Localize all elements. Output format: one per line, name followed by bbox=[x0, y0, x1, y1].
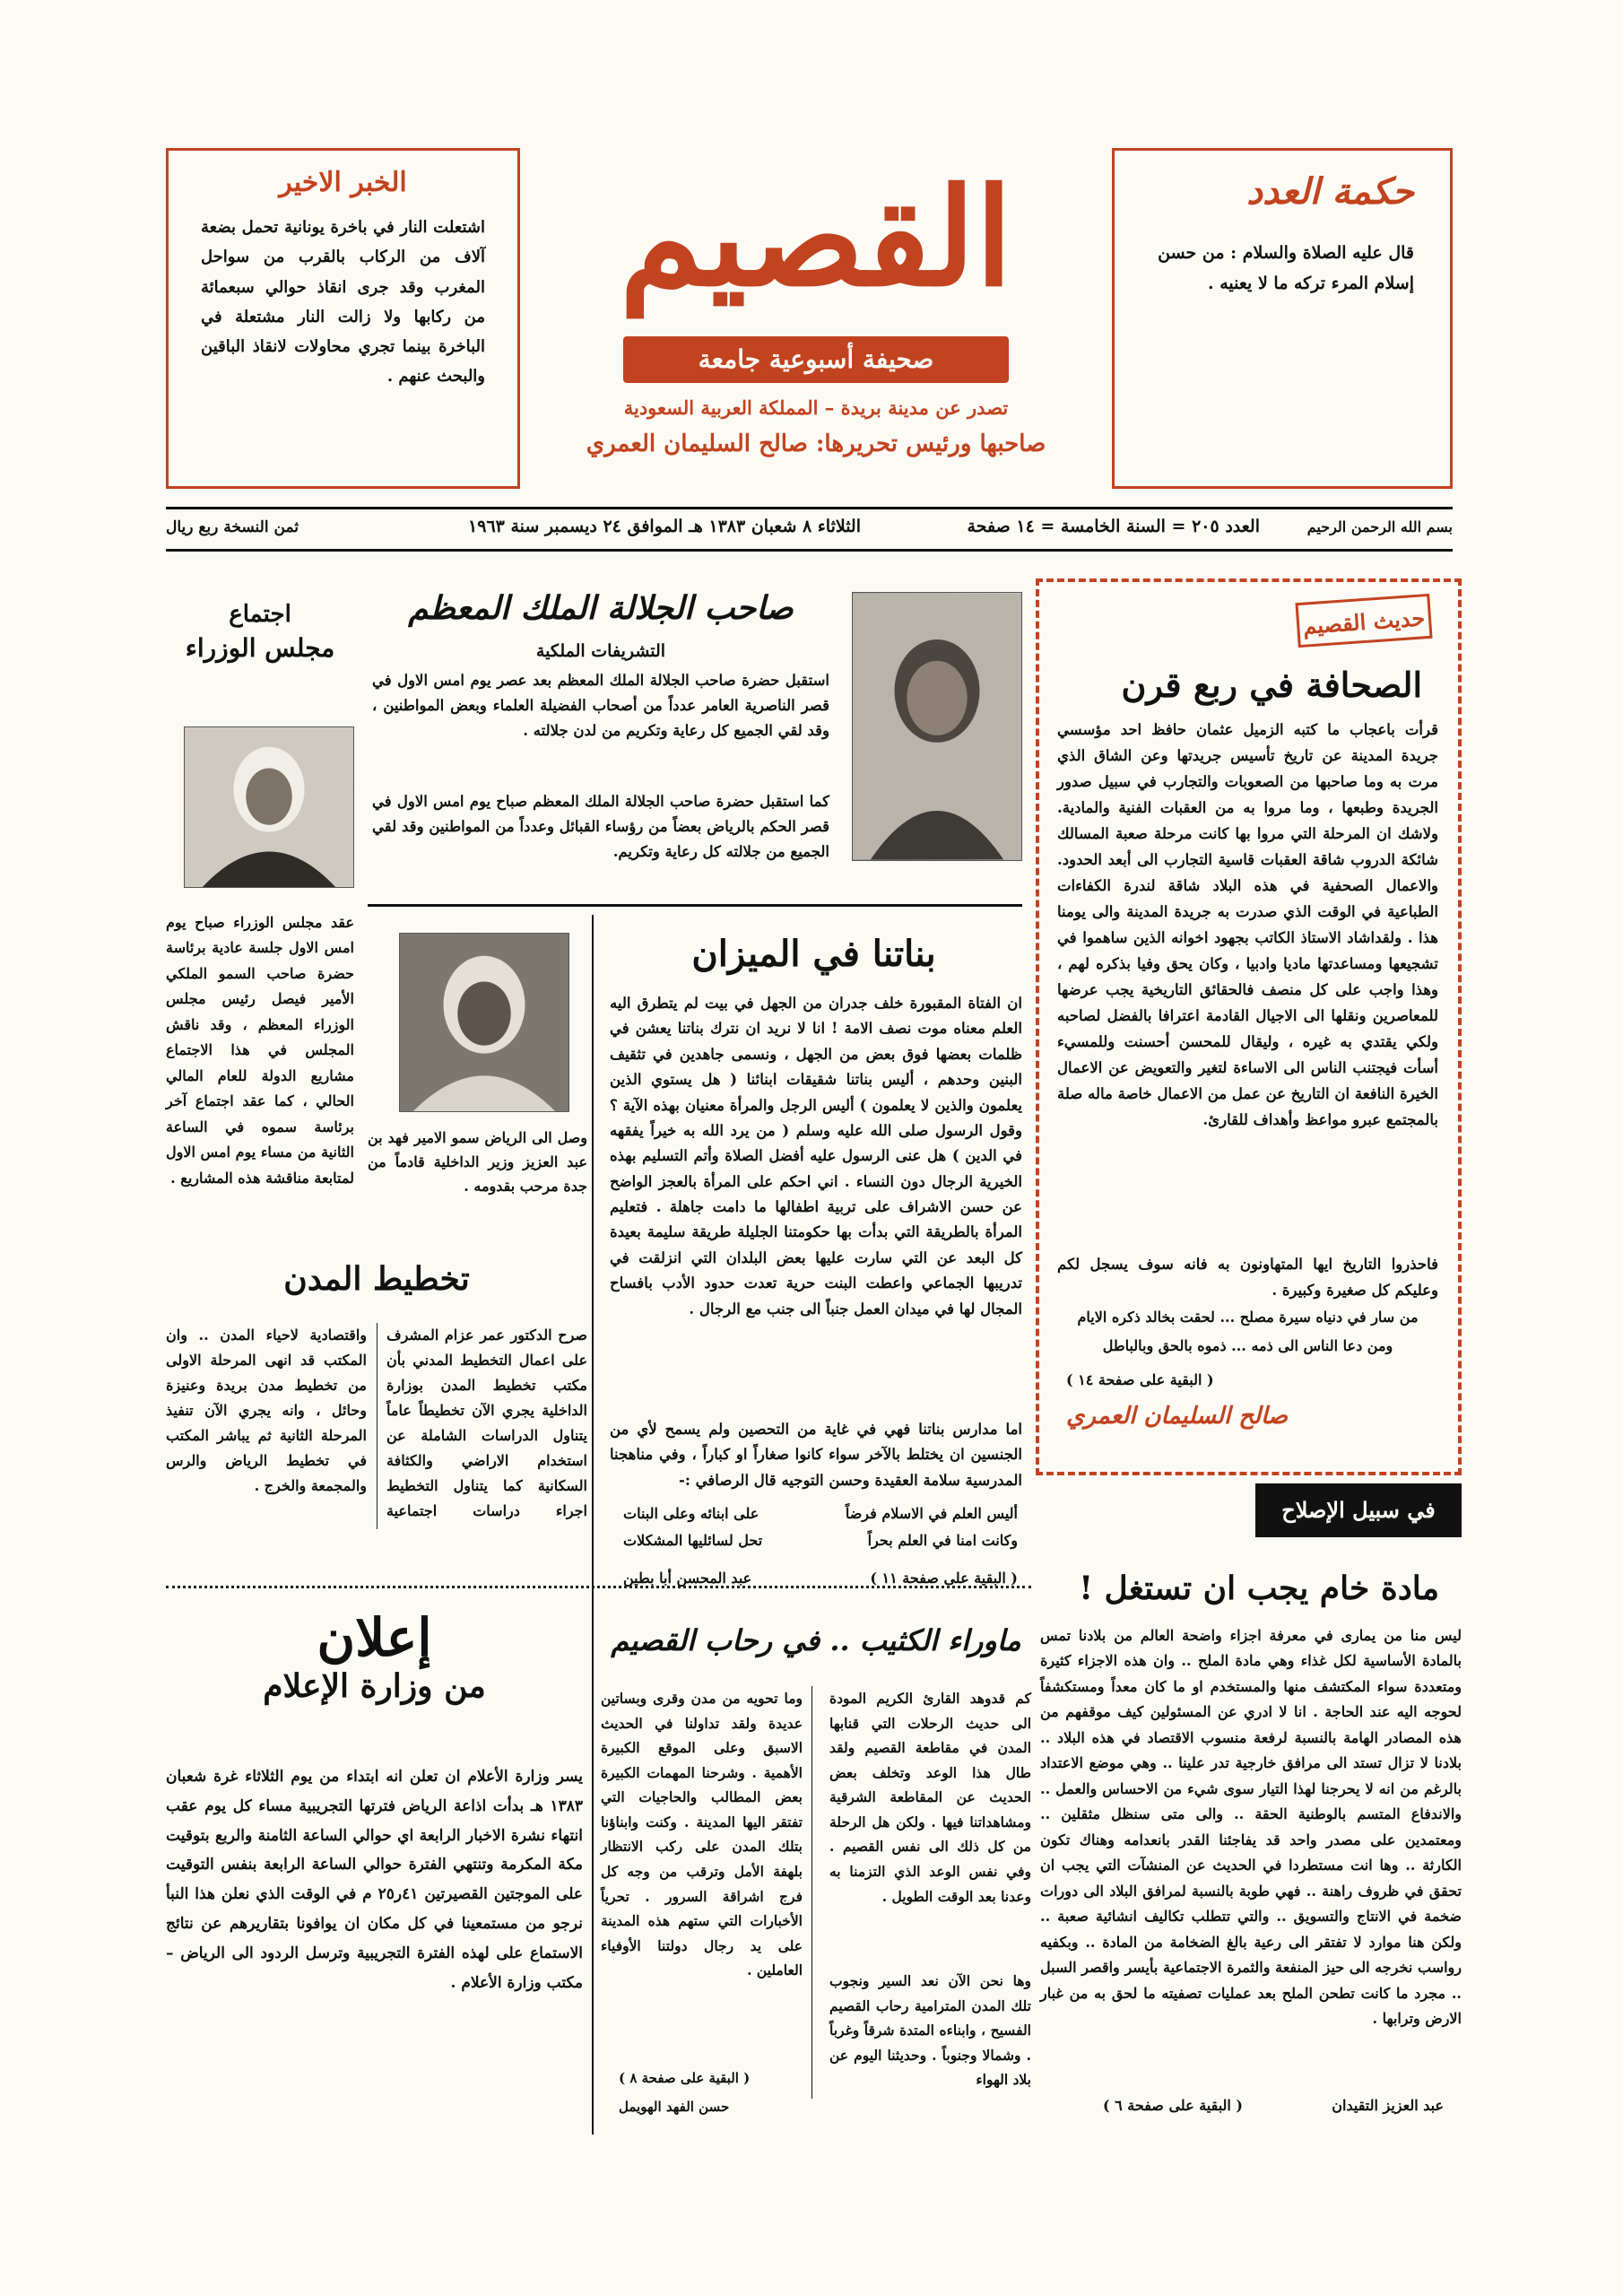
prince-fahd-photo bbox=[399, 933, 569, 1112]
cabinet-title1: اجتماع bbox=[229, 601, 291, 628]
king-p2: كما استقبل حضرة صاحب الجلالة الملك المعظم صباح يوم امس الاول في قصر الحكم بالرياض بعضاً من رؤساء القبائل وعدداً من المواطنين وقد لقي الجميع من جلالته كل رعاية وتكريم. bbox=[372, 793, 830, 861]
daughters-title: بناتنا في الميزان bbox=[691, 933, 936, 975]
latest-news-box bbox=[166, 148, 520, 489]
latest-news-text: اشتعلت النار في باخرة يونانية تحمل بضعة آلاف من الركاب بالقرب من سواحل المغرب وقد جرى انقاذ حوالي سبعمائة من ركابها ولا زالت النار مشتعلة في الباخرة بينما تجري محاولات لانقاذ الباقين والبحث عنهم . bbox=[201, 218, 485, 387]
islah-body: ليس منا من يمارى في معرفة اجزاء واضحة العالم من بلادنا تمس بالمادة الأساسية لكل غذاء وهي مادة الملح .. وان هذه الاجزاء كثيرة ومتعددة سواء المكتشف منها والمستخدم او ما كان معداً ومستكشفاً لحوجه اليه عند الحاجة . انا لا ادري عن المسئولين كيف موقفهم من هذه المصادر الهامة بالنسبة لرفعة منسوب الاقتصاد في هذه البلاد .. بلادنا لا تزال تستد الى مرافق خارجية تدر علينا .. وهي موضع الاعتداد بالرغم من انه لا يحرجنا لهذا التيار سوى شيء من الاحساس والعمل .. والاندفاع المتسم بالوطنية الحقة .. والى متى سنظل مثقلين .. ومعتمدين على مصدر واحد قد يفاجئنا القدر بانعدامه وهناك تكون الكارثة .. وها انت مستطردا في الحديث عن المنشآت التي يجب ان تحقق في ظروف راهنة .. فهي طوبة بالنسبة لمرافق البلاد الى دورات ضخمة في الانتاج والتسويق .. والتي تتطلب تكاليف انشائية صعبة .. ولكن هنا موارد لا تفتقر الى رعية بالغ الضخامة من المادة .. وبكفيه رواسب نخرجه الى حيز المنفعة والثمرة الاجتماعية بأيسر واقصر السبل .. مجرد ما كانت تطحن الملح بعد عمليات تصفيته ما لحق به من غبار الارض وترابها . bbox=[1040, 1627, 1462, 2028]
king-section bbox=[368, 578, 1022, 901]
kathib-signature: حسن الفهد الهويمل bbox=[619, 2099, 730, 2115]
islah-title: مادة خام يجب ان تستغل ! bbox=[1079, 1570, 1439, 1607]
portrait-icon bbox=[853, 593, 1021, 860]
cabinet-section bbox=[166, 578, 354, 1269]
ad-side-rule bbox=[592, 1605, 594, 2135]
hadith-label: حديث القصيم bbox=[1295, 594, 1432, 648]
masthead-subtitle: صحيفة أسبوعية جامعة bbox=[698, 344, 934, 374]
prince-faisal-photo bbox=[184, 726, 354, 888]
daughters-verse2b: تحل لسائليها المشكلات bbox=[623, 1532, 763, 1549]
hadith-continued: ( البقية على صفحة ١٤ ) bbox=[1066, 1371, 1214, 1388]
king-photo bbox=[852, 592, 1022, 861]
wisdom-title: حكمة العدد bbox=[1246, 170, 1414, 213]
issue-info: العدد ٢٠٥ = السنة الخامسة = ١٤ صفحة bbox=[967, 517, 1260, 536]
planning-body: صرح الدكتور عمر عزام المشرف على اعمال التخطيط المدني بأن مكتب تخطيط المدن بوزارة الداخلية يجري الآن تخطيطاً عاماً يتناول الدراسات الشاملة عن استخدام الاراضي والكثافة السكانية كما يتناول التخطيط اجراء دراسات اجتماعية واقتصادية لاحياء المدن .. وان المكتب قد انهى المرحلة الاولى من تخطيط مدن بريدة وعنيزة وحائل ، وانه يجري الآن تنفيذ المرحلة الثانية ثم يباشر المكتب في تخطيط الرياض والرس والمجمعة والخرج . bbox=[166, 1326, 587, 1519]
hadith-verse1: من سار في دنياه سيرة مصلح ... لحقت بخالد ذكره الايام bbox=[1077, 1309, 1419, 1326]
dateline-top-rule bbox=[166, 507, 1453, 509]
daughters-side-rule bbox=[592, 915, 594, 1605]
daughters-body: ان الفتاة المقبورة خلف جدران من الجهل في بيت لم يتطرق اليه العلم معناه موت نصف الامة ! انا لا نريد ان نترك بناتنا يعشن في ظلمات بعضها فوق بعض من الجهل ، ونسمى جاهدين في تثقيف البنين وحدهم ، أليس بناتنا شقيقات ابنائنا ( هل يستوي الذين يعلمون والذين لا يعلمون ) أليس الرجل والمرأة معنيان بهذه الآية ؟ وقول الرسول صلى الله عليه وسلم ( من يرد الله به خيراً يفقهه في الدين ) هل عنى الرسول عليه أفضل الصلاة وأتم التسليم بهذه الخيرية الرجال دون النساء . اني احكم على المرأة بالعجز الواضح عن حسن الاشراف على تربية اطفالها ما دامت جاهلة . فتعليم المرأة بالطريقة التي بدأت بها حكومتنا الجليلة طريقة سليمة بعيدة كل البعد عن التي سارت عليها بعض البلدان التي انزلقت في تدريبها الجماعي واعطت البنت حرية تعدت حدود الأدب بافساح المجال لها في ميدان العمل جنباً الى جنب مع الرجال . bbox=[610, 995, 1022, 1318]
daughters-continued: ( البقية على صفحة ١١ ) bbox=[870, 1570, 1018, 1587]
kathib-section bbox=[601, 1614, 1031, 2135]
ad-section bbox=[166, 1605, 583, 2135]
hadith-title: الصحافة في ربع قرن bbox=[1121, 665, 1422, 705]
cabinet-title2: مجلس الوزراء bbox=[185, 633, 335, 663]
wisdom-box bbox=[1112, 148, 1453, 489]
planning-section bbox=[166, 1260, 587, 1565]
ad-body: يسر وزارة الأعلام ان تعلن انه ابتداء من يوم الثلاثاء غرة شعبان ١٣٨٣ هـ بدأت اذاعة الرياض فترتها التجريبية مساء كل يوم عقب انتهاء نشرة الاخبار الرابعة اي حوالي الساعة الثامنة والربع بتوقيت مكة المكرمة وتنتهي الفترة حوالي الساعة الرابعة بنفس التوقيت على الموجتين القصيرتين ٤١ر٢٥ م في الوقت الذي نعلن هذا النبأ نرجو من مستمعينا في كل مكان ان يوافونا بتقاريرهم عن نتائج الاستماع على لهذه الفترة التجريبية وترسل الردود الى الرياض – مكتب وزارة الأعلام . bbox=[166, 1768, 583, 1992]
issue-date: الثلاثاء ٨ شعبان ١٣٨٣ هـ الموافق ٢٤ ديسمبر سنة ١٩٦٣ bbox=[468, 517, 861, 536]
kathib-col1b: وها نحن الآن نعد السير ونجوب تلك المدن المترامية رحاب القصيم الفسيح ، وابناءه المتدة شرقاً وغرباً . وشمالا وجنوباً . وحديثنا اليوم عن بلاد الهواء bbox=[829, 1972, 1031, 2089]
king-bottom-rule bbox=[368, 904, 1022, 907]
masthead-title: القصيم bbox=[619, 159, 1013, 317]
wisdom-text: قال عليه الصلاة والسلام : من حسن إسلام المرء تركه ما لا يعنيه . bbox=[1158, 243, 1414, 294]
hadith-body: قرأت باعجاب ما كتبه الزميل عثمان حافظ احد مؤسسي جريدة المدينة عن تاريخ تأسيس جريدتها وعن الشاق الذي مرت به وما صاحبها من الصعوبات والتجارب في سبيل صدور الجريدة وطبعها ، وما مروا به من العقبات الفنية والمادية. ولاشك ان المرحلة التي مروا بها كانت مرحلة صعبة المسالك شائكة الدروب شاقة العقبات قاسية التجارب الى أبعد الحدود. والاعمال الصحفية في هذه البلاد شاقة لندرة الكفاءات الطباعية في الوقت الذي صدرت به جريدة المدينة والى يومنا هذا . ولقداشاد الاستاذ الكاتب بجهود اخوانه الذين ساهموا في تشجيعها ومساعدتها ماديا وادبيا ، وكان يحق وفيا بذكره لهم ، وهذا واجب على كل منصف فالحقائق التاريخية يجب عرضها للمعاصرين ونقلها الى الاجيال القادمة اعترافا بالفضل لصاحبه ولكي يقتدي به غيره ، وليقال للمحسن أحسنت وللمسيء أسأت فيجتنب الناس الى الاساءة لتغير والتعويض عن الاعمال الخيرة النافعة ان التاريخ عن عمل من الاعمال خاصة ماله صلة بالمجتمع عبرو مواعظ وأهداف للقارئ. bbox=[1057, 721, 1438, 1129]
hadith-verse2: ومن دعا الناس الى ذمه ... ذموه بالحق وبالباطل bbox=[1102, 1337, 1393, 1354]
masthead-banner bbox=[623, 336, 1009, 383]
islah-continued: ( البقية على صفحة ٦ ) bbox=[1103, 2097, 1243, 2114]
hadith-signature: صالح السليمان العمري bbox=[1066, 1403, 1289, 1430]
daughters-section bbox=[601, 915, 1027, 1605]
king-kicker: التشريفات الملكية bbox=[535, 641, 666, 661]
kathib-col1: كم قدوهد القارئ الكريم المودة الى حديث الرحلات التي قنابها المدن في مقاطعة القصيم ولقد طال هذا الوعد وتخلف بعض الحديث عن المقاطعة الشرقية ومشاهداتنا فيها . ولكن هل الرحلة من كل ذلك الى نفس القصيم . وفي نفس الوعد الذي التزمنا به وعدنا بعد الوقت الطويل . bbox=[829, 1690, 1031, 1905]
planning-title: تخطيط المدن bbox=[283, 1260, 470, 1298]
masthead-line2: صاحبها ورئيس تحريرها: صالح السليمان العمري bbox=[586, 430, 1046, 457]
king-p1: استقبل حضرة صاحب الجلالة الملك المعظم بعد عصر يوم امس الاول في قصر الناصرية العامر عدداً من أصحاب الفضيلة العلماء وبعض المواطنين ، وقد لقي الجميع كل رعاية وتكريم من لدن جلالته . bbox=[372, 672, 829, 740]
latest-news-title: الخبر الاخير bbox=[279, 167, 407, 198]
king-title: صاحب الجلالة الملك المعظم bbox=[408, 589, 794, 627]
cabinet-body: عقد مجلس الوزراء صباح يوم امس الاول جلسة عادية برئاسة حضرة صاحب السمو الملكي الأمير فيصل رئيس مجلس الوزراء المعظم ، وقد ناقش المجلس في هذا الاجتماع مشاريع الدولة للعام المالي الحالي ، كما عقد اجتماع آخر برئاسة سموه في الساعة الثانية من مساء يوم امس الاول لمتابعة مناقشة هذه المشاريع . bbox=[166, 914, 354, 1187]
hadith-body2: فاحذروا التاريخ ايها المتهاونون به فانه سوف يسجل لكم وعليكم كل صغيرة وكبيرة . bbox=[1057, 1256, 1438, 1300]
dateline bbox=[166, 513, 1453, 549]
hadith-box bbox=[1036, 578, 1462, 1475]
portrait-icon bbox=[185, 727, 353, 887]
daughters-verse2a: وكانت امنا في العلم بحراً bbox=[867, 1532, 1018, 1549]
islah-section bbox=[1040, 1480, 1462, 2126]
daughters-body2: اما مدارس بناتنا فهي في غاية من التحصين ولم يسمح لأي من الجنسين ان يختلط بالآخر سواء كانوا صغاراً او كباراً ، وفي مناهجنا المدرسية سلامة العقيدة وحسن التوجيه قال الرصافي :- bbox=[610, 1421, 1022, 1489]
ad-title: إعلان bbox=[317, 1607, 432, 1668]
ad-from: من وزارة الإعلام bbox=[263, 1666, 486, 1705]
daughters-signature: عبد المحسن أبا بطين bbox=[623, 1570, 752, 1587]
mid-page-divider bbox=[166, 1586, 1031, 1588]
daughters-verse1a: أليس العلم في الاسلام فرضاً bbox=[845, 1505, 1018, 1522]
basmala: بسم الله الرحمن الرحيم bbox=[1306, 518, 1453, 535]
dateline-bottom-rule bbox=[166, 549, 1453, 552]
kathib-col2: وما تحويه من مدن وقرى وبساتين عديدة ولقد تداولنا في الحديث الاسبق وعلى الموقع الكبيرة الأهمية . وشرحنا المهمات الكبيرة بعض المطالب والحاجيات التي تفتقر اليها المدينة . وكنت وابناؤنا بتلك المدن على ركب الانتظار بلهفة الأمل وترقب من وجه كل فرج اشراقة السرور . تحرياً الأخبارات التي ستهم هذه المدينة على يد رجال دولتنا الأوفياء العاملين . bbox=[601, 1690, 803, 1979]
daughters-verse1b: على ابنائه وعلى البنات bbox=[623, 1505, 759, 1522]
masthead bbox=[538, 144, 1094, 493]
issue-price: ثمن النسخة ربع ريال bbox=[166, 518, 299, 536]
portrait-icon bbox=[400, 934, 568, 1111]
prince-fahd-caption: وصل الى الرياض سمو الامير فهد بن عبد العزيز وزير الداخلية قادماً من جدة مرحب بقدومه . bbox=[368, 1129, 587, 1196]
islah-signature: عبد العزيز التقيدان bbox=[1332, 2097, 1444, 2114]
kathib-title: ماوراء الكثيب .. في رحاب القصيم bbox=[611, 1623, 1021, 1657]
islah-label: في سبيل الإصلاح bbox=[1255, 1483, 1462, 1537]
masthead-line1: تصدر عن مدينة بريدة – المملكة العربية السعودية bbox=[623, 396, 1009, 419]
kathib-continued: ( البقية على صفحة ٨ ) bbox=[619, 2070, 751, 2086]
